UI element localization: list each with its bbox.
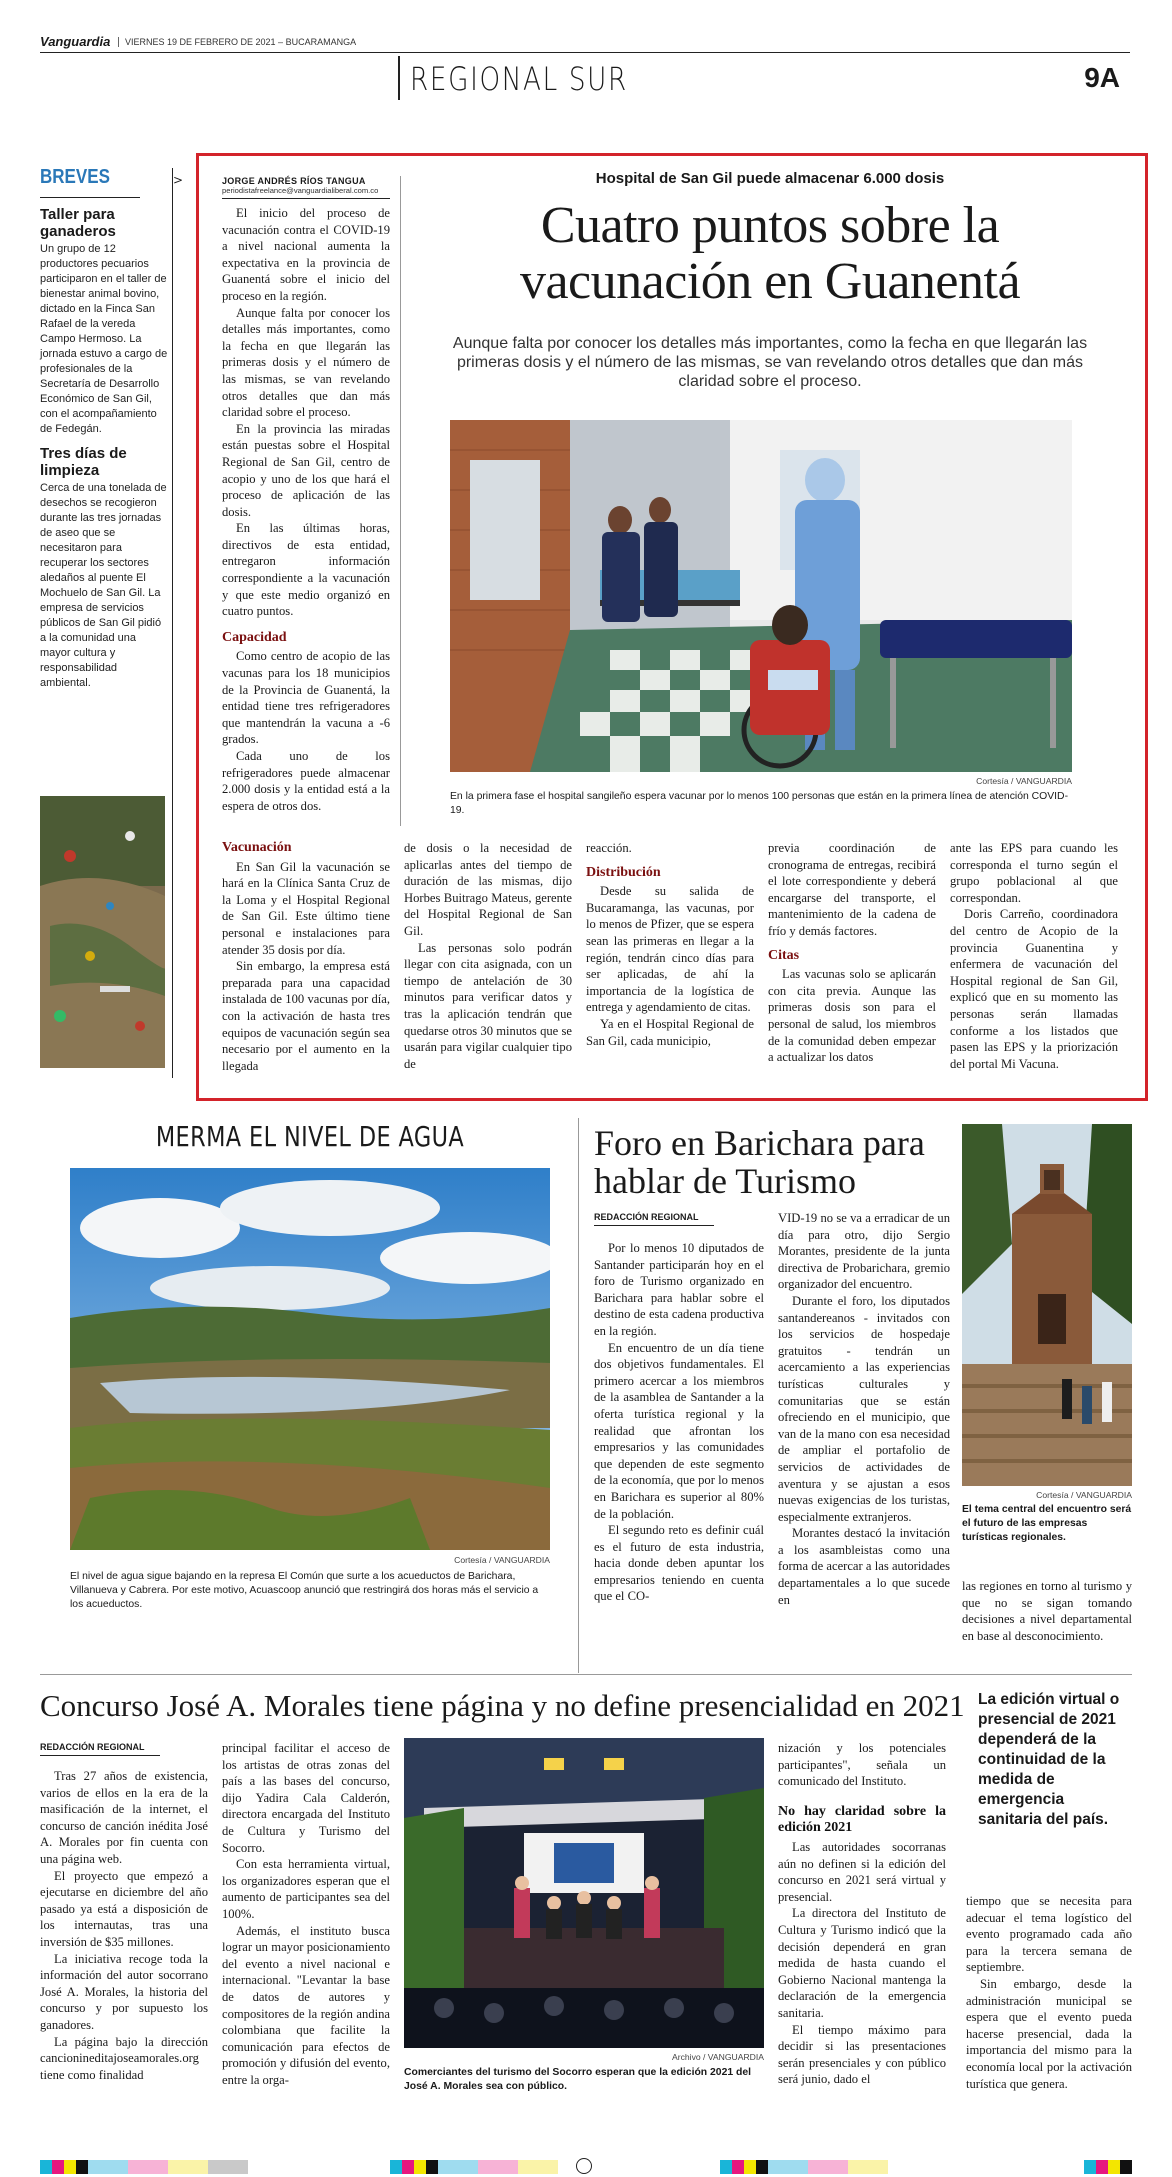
paragraph: El segundo reto es definir cuál es el futuro de esta industria, hacia donde deben apuntar los empresarios teniendo en cuenta que el CO- [594,1523,764,1604]
foro-headline: Foro en Barichara para hablar de Turismo [594,1123,925,1201]
column-rule [578,1118,579,1673]
paragraph: Sin embargo, la empresa está preparada para una capacidad instalada de 100 vacunas por día, con la activación de hasta tres equipos de vacunación según sea necesario por el aumento en la llegada [222,959,390,1073]
concurso-pullquote: La edición virtual o presencial de 2021 dependerá de la continuidad de la medida de emergencia sanitaria del país. [978,1691,1120,1828]
lead-col1-text [222,205,390,814]
paragraph: principal facilitar el acceso de los artistas de otras zonas del país a las bases del concurso, dijo Yadira Cala Calderón, directora encargada del Instituto de Cultura y Turismo del Socorro. [222,1741,390,1855]
paragraph: Las autoridades socorranas aún no definen si la edición del concurso en 2021 será virtual y presencial. [778,1839,946,1904]
paragraph: Cada uno de los refrigeradores puede almacenar 2.000 dosis y la entidad está a la espera de otros dos. [222,749,390,813]
paragraph: En encuentro de un día tiene dos objetivos fundamentales. El primero acercar a los miembros de la asamblea de Santander a la oferta turística regional y la realidad que afrontan los empresarios y las comunidades que dependen de este segmento de la economía, que por lo menos en Barichara es superior al 80% de la población. [594,1340,764,1521]
reservoir-photo-caption: El nivel de agua sigue bajando en la represa El Común que surte a los acueductos de Barichara, Villanueva y Cabrera. Por este motivo, Acuascoop anunció que restringirá dos horas más el servicio a los acueductos. [70,1571,539,1610]
lead-byline: JORGE ANDRÉS RÍOS TANGUA [222,176,366,186]
paragraph: Desde su salida de Bucaramanga, las vacunas, por lo menos de Pfizer, que se espera sean las primeras en llegar a la región, tendrán cinco días para ser aplicadas, de ahí la importancia de la logística de entrega y agendamiento de citas. [586,884,754,1015]
foro-column-2 [778,1210,950,1608]
paragraph: Sin embargo, desde la administración municipal se espera que el evento pueda hacerse presencial, dada la importancia del mismo para la economía local por la activación turística que genera. [966,1976,1132,2091]
lead-column-b [404,840,572,1072]
barichara-church-photo [962,1124,1132,1486]
concert-stage-photo [404,1738,764,2048]
paragraph: las regiones en torno al turismo y que no se sigan tomando decisiones a nivel departamental en base al desconocimiento. [962,1579,1132,1643]
paragraph: Durante el foro, los diputados santandereanos - invitados con los servicios de hospedaje gratuitos - tendrán un acercamiento a las experiencias turísticas culturales y comunitarias que se están ofreciendo en el municipio, que van de la mano con esa necesidad de ampliar el portafolio de servicios de actividades de aventura y se ajustan a esos nuevas exigencias de los turistas, especialmente extranjeros. [778,1293,950,1524]
paragraph: La página bajo la dirección cancionineditajoseamorales.org tiene como finalidad [40,2034,208,2082]
paragraph: tiempo que se necesita para adecuar el tema logístico del evento programado cada año para la tercera semana de septiembre. [966,1894,1132,1975]
paragraph: Aunque falta por conocer los detalles más importantes, como la fecha en que llegarán las primeras dosis y el número de las mismas, se van revelando otros detalles que dan más claridad sobre el proceso. [222,305,390,420]
foro-column-1 [594,1240,764,1605]
foro-byline: REDACCIÓN REGIONAL [594,1212,714,1226]
hospital-photo [450,420,1072,772]
paragraph: La iniciativa recoge toda la información del autor socorrano José A. Morales, la historia del concurso y por supuesto los ganadores. [40,1951,208,2032]
concurso-byline: REDACCIÓN REGIONAL [40,1742,160,1756]
subhead-claridad: No hay claridad sobre la edición 2021 [778,1803,946,1836]
lead-headline: Cuatro puntos sobre la vacunación en Guanentá [519,197,1021,310]
breves-item-text: Cerca de una tonelada de desechos se recogieron durante las tres jornadas de aseo que se necesitaron para recuperar los sectores aledaños al puente El Mochuelo de San Gil. La empresa de servicios públicos de San Gil pidió a la comunidad una mayor cultura y responsabilidad ambiental. [40,482,167,689]
breves-rule [40,197,140,198]
reservoir-photo-credit: Cortesía / VANGUARDIA [454,1555,550,1565]
paragraph: En San Gil la vacunación se hará en la Clínica Santa Cruz de la Loma y el Hospital Regional de San Gil. Este último tiene personal e instalaciones para atender 35 dosis por día. [222,859,390,957]
lead-column-d [768,840,936,1066]
lead-column-e [950,840,1118,1072]
subhead-distribucion: Distribución [586,864,661,880]
page-number: 9A [1084,62,1120,93]
vanguardia-logo: Vanguardia [40,34,111,49]
subhead-capacidad: Capacidad [222,629,287,645]
agua-headline: MERMA EL NIVEL DE AGUA [155,1120,465,1153]
paragraph: Ya en el Hospital Regional de San Gil, cada municipio, [586,1016,754,1048]
paragraph: VID-19 no se va a erradicar de un día para otro, dijo Sergio Morantes, presidente de la junta directiva de Probarichara, gremio organizador del encuentro. [778,1211,950,1292]
paragraph: En la provincia las miradas están puestas sobre el Hospital Regional de San Gil, centro de acopio y uno de los que hará el proceso de aplicación de las dosis. [222,421,390,519]
barichara-photo-caption: El tema central del encuentro será el futuro de las empresas turísticas regionales. [962,1504,1132,1543]
paragraph: Las personas solo podrán llegar con cita asignada, con un tiempo de antelación de 30 minutos para verificar datos y tras la aplicación tendrán que quedarse otros 30 minutos que se usarán para vigilar cualquier tipo de [404,940,572,1071]
paragraph: Las vacunas solo se aplicarán con cita previa. Aunque las primeras dosis son para el personal de salud, los miembros de la comunidad deben empezar a actualizar los datos [768,967,936,1065]
breves-item-title: Tres días de limpieza [40,445,127,479]
breves-sidebar [40,166,168,1071]
concert-photo-credit: Archivo / VANGUARDIA [671,2052,764,2062]
paragraph: Con esta herramienta virtual, los organizadores esperan que el aumento de participantes sea del 100%. [222,1857,390,1921]
breves-item-text: Un grupo de 12 productores pecuarios participaron en el taller de bienestar animal bovino, dictado en la Finca San Rafael de la vereda Campo Hermoso. La jornada estuvo a cargo de profesionales de la Secretaría de Desarrollo Económico de San Gil, con el acompañamiento de Fedegán. [40,243,168,435]
paragraph: El tiempo máximo para decidir si las presentaciones serán presenciales y con público será junio, dado el [778,2022,946,2087]
concurso-column-2 [222,1740,390,2088]
litter-photo [40,796,165,1068]
paragraph: El proyecto que empezó a ejecutarse en diciembre del año pasado ya está a disposición de los internautas, tras una inversión de $35 millones. [40,1868,208,1949]
breves-item-title: Taller para ganaderos [40,206,116,240]
lead-kicker: Hospital de San Gil puede almacenar 6.000 dosis [595,170,945,187]
column-rule [400,176,401,826]
paragraph: En las últimas horas, directivos de esta entidad, entregaron información correspondiente a la vacunación y que este medio organizó en cuatro puntos. [222,521,390,619]
concurso-column-1 [40,1768,208,2083]
subhead-vacunacion: Vacunación [222,840,292,855]
paragraph: ante las EPS para cuando les corresponda el turno según el grupo poblacional al que correspondan. [950,841,1118,905]
breves-bracket: > [172,168,186,1078]
subhead-citas: Citas [768,947,800,963]
lead-column-c [586,840,754,1049]
reservoir-photo [70,1168,550,1550]
lead-column-a [222,840,390,1074]
paragraph: nización y los potenciales participantes", señala un comunicado del Instituto. [778,1741,946,1789]
masthead [40,30,1130,100]
concurso-headline: Concurso José A. Morales tiene página y no define presencialidad en 2021 [40,1688,965,1723]
paragraph: Tras 27 años de existencia, varios de ellos en la era de la masificación de la internet, el concurso de canción inédita José A. Morales por fin cuenta con una página web. [40,1769,208,1866]
paragraph: Por lo menos 10 diputados de Santander participarán hoy en el foro de Turismo organizado en Barichara para hablar sobre el destino de esta cadena productiva en la región. [594,1241,764,1338]
lead-deck: Aunque falta por conocer los detalles más importantes, como la fecha en que llegarán las primeras dosis y el número de las mismas, se van revelando otros detalles que dan más claridad sobre el proceso. [452,335,1088,390]
foro-column-3 [962,1578,1132,1644]
lead-byline-email: periodistafreelance@vanguardialiberal.com.co [222,186,390,199]
section-title: REGIONAL SUR [410,60,628,98]
section-divider [398,56,400,100]
paragraph: La directora del Instituto de Cultura y Turismo indicó que la decisión dependerá en gran medida de hasta cuando el Gobierno Nacional mantenga la declaración de la emergencia sanitaria. [778,1906,946,2020]
registration-color-bar [40,2160,1132,2174]
masthead-rule [40,52,1130,53]
concurso-column-4 [966,1893,1132,2092]
breves-heading: BREVES [40,166,110,188]
concert-photo-caption: Comerciantes del turismo del Socorro esperan que la edición 2021 del José A. Morales sea con público. [404,2067,752,2092]
barichara-photo-credit: Cortesía / VANGUARDIA [1036,1490,1132,1500]
registration-mark [576,2158,592,2174]
paragraph: de dosis o la necesidad de aplicarlas antes del tiempo de duración de las mismas, dijo Horbes Buitrago Mateus, gerente del Hospital Regional de San Gil. [404,841,572,938]
paragraph: Como centro de acopio de las vacunas para los 18 municipios de la Provincia de Guanentá, la entidad tiene tres refrigeradores que mantendrán la vacuna a -6 grados. [222,649,390,747]
dateline: VIERNES 19 DE FEBRERO DE 2021 – BUCARAMANGA [118,37,356,47]
paragraph: previa coordinación de cronograma de entregas, recibirá el lote correspondiente y deberá encargarse del transporte, el mantenimiento de la cadena de frío y demás factores. [768,841,936,938]
paragraph: El inicio del proceso de vacunación contra el COVID-19 a nivel nacional aumenta la expectativa en la provincia de Guanentá sobre el inicio del proceso en la región. [222,206,390,303]
hospital-photo-credit: Cortesía / VANGUARDIA [976,776,1072,786]
paragraph: Además, el instituto busca lograr un mayor posicionamiento del evento a nivel nacional e internacional. "Levantar la base de datos de autores y compositores de la región andina colombiana que facilite la comunicación para efectos de promoción y difusión del evento, entre la orga- [222,1923,390,2087]
paragraph: Morantes destacó la invitación a los asambleistas como una forma de acercar a las autoridades departamentales a lo que sucede en [778,1526,950,1607]
paragraph: Doris Carreño, coordinadora del centro de Acopio de la provincia Guanentina y enfermera de vacunación del Hospital regional de San Gil, explicó que en su momento las personas serán llamadas conforme a los listados que pasen las EPS y la priorización del portal Mi Vacuna. [950,907,1118,1071]
hospital-photo-caption: En la primera fase el hospital sangileño espera vacunar por lo menos 100 personas que están en la primera línea de atención COVID-19. [450,791,1069,816]
paragraph: reacción. [586,841,632,855]
lead-column-1 [222,176,390,814]
concurso-column-3 [778,1740,946,2088]
section-rule [40,1674,1132,1675]
